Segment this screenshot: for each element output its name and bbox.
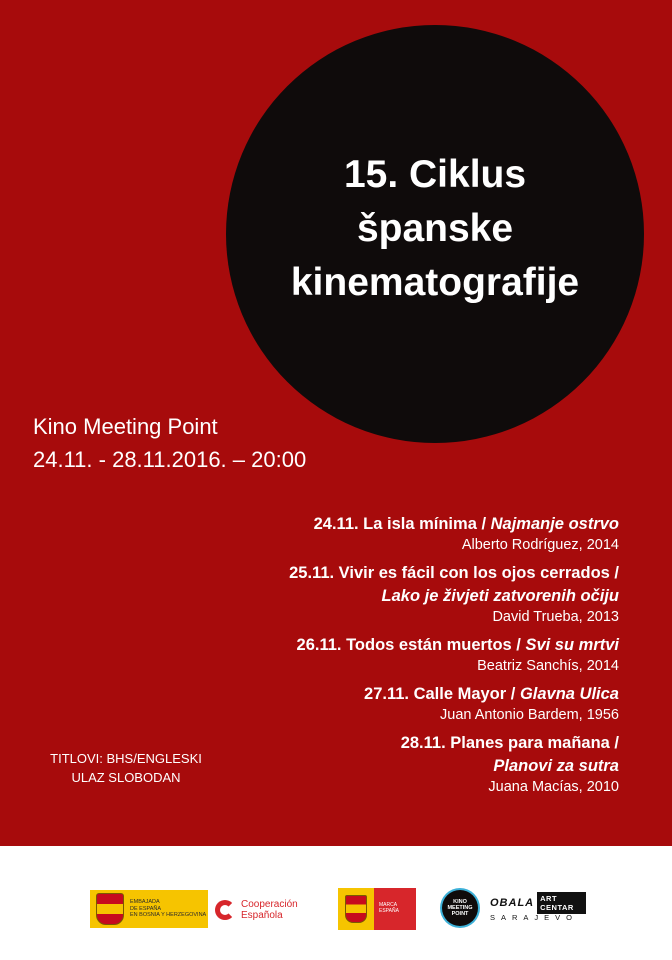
film-title-line bbox=[159, 755, 619, 778]
film-original-title: 27.11. Calle Mayor / bbox=[364, 685, 520, 703]
marca-text-2: ESPAÑA bbox=[379, 908, 399, 914]
film-original-title: 26.11. Todos están muertos / bbox=[296, 636, 526, 654]
title-line-3: kinematografije bbox=[290, 261, 580, 304]
obala-city: SARAJEVO bbox=[490, 913, 579, 922]
film-program bbox=[159, 513, 619, 804]
poster-title bbox=[226, 148, 644, 310]
venue-name: Kino Meeting Point bbox=[33, 414, 218, 439]
subtitles-info: TITLOVI: BHS/ENGLESKI bbox=[50, 751, 202, 766]
venue-block bbox=[33, 410, 306, 476]
film-local-title: Lako je živjeti zatvorenih očiju bbox=[381, 587, 619, 605]
film-director: Juan Antonio Bardem, 1956 bbox=[440, 707, 619, 723]
entry-info: ULAZ SLOBODAN bbox=[71, 770, 181, 785]
film-title-line bbox=[159, 732, 619, 755]
obala-art-label: ART CENTAR bbox=[537, 892, 586, 914]
screening-info bbox=[33, 749, 219, 787]
film-local-title: Svi su mrtvi bbox=[525, 636, 619, 654]
venue-dates: 24.11. - 28.11.2016. – 20:00 bbox=[33, 447, 307, 472]
film-entry bbox=[159, 683, 619, 725]
kino-text-2: MEETING bbox=[447, 905, 473, 911]
cooperacion-text-2: Española bbox=[241, 910, 283, 921]
title-line-2: španske bbox=[356, 207, 514, 250]
kino-text-3: POINT bbox=[451, 911, 469, 917]
film-local-title: Planovi za sutra bbox=[493, 757, 619, 775]
spain-crest-icon bbox=[96, 893, 124, 925]
film-title-line bbox=[159, 562, 619, 585]
film-title-line bbox=[159, 634, 619, 657]
film-title-line bbox=[159, 683, 619, 706]
cooperacion-text-1: Cooperación bbox=[241, 899, 298, 910]
film-director: Juana Macías, 2010 bbox=[488, 779, 619, 795]
obala-art-centar-logo bbox=[490, 895, 586, 925]
embajada-text-3: EN BOSNIA Y HERZEGOVINA bbox=[130, 912, 207, 919]
obala-name: OBALA bbox=[490, 896, 535, 909]
spain-crest-icon bbox=[345, 895, 367, 923]
film-original-title: 28.11. Planes para mañana / bbox=[400, 734, 619, 752]
film-original-title: 24.11. La isla mínima / bbox=[313, 515, 491, 533]
title-line-1: 15. Ciklus bbox=[343, 153, 527, 196]
embajada-text-1: EMBAJADA bbox=[130, 899, 160, 906]
film-local-title: Glavna Ulica bbox=[519, 685, 619, 703]
marca-espana-logo bbox=[338, 888, 416, 930]
cooperacion-c-icon bbox=[215, 900, 235, 920]
film-title-line bbox=[159, 513, 619, 536]
film-entry bbox=[159, 562, 619, 627]
film-entry bbox=[159, 513, 619, 555]
film-director: Beatriz Sanchís, 2014 bbox=[477, 658, 619, 674]
film-original-title: 25.11. Vivir es fácil con los ojos cerrados / bbox=[289, 564, 619, 582]
marca-text-1: MARCA bbox=[379, 902, 398, 908]
embajada-text-2: DE ESPAÑA bbox=[130, 905, 162, 912]
film-director: David Trueba, 2013 bbox=[492, 609, 619, 625]
cooperacion-logo bbox=[215, 893, 315, 927]
film-entry bbox=[159, 634, 619, 676]
film-local-title: Najmanje ostrvo bbox=[490, 515, 619, 533]
film-title-line bbox=[159, 585, 619, 608]
film-entry bbox=[159, 732, 619, 797]
embajada-logo bbox=[90, 890, 208, 928]
kino-meeting-point-logo bbox=[442, 890, 478, 926]
film-director: Alberto Rodríguez, 2014 bbox=[461, 537, 619, 553]
kino-text-1: KINO bbox=[453, 899, 467, 905]
